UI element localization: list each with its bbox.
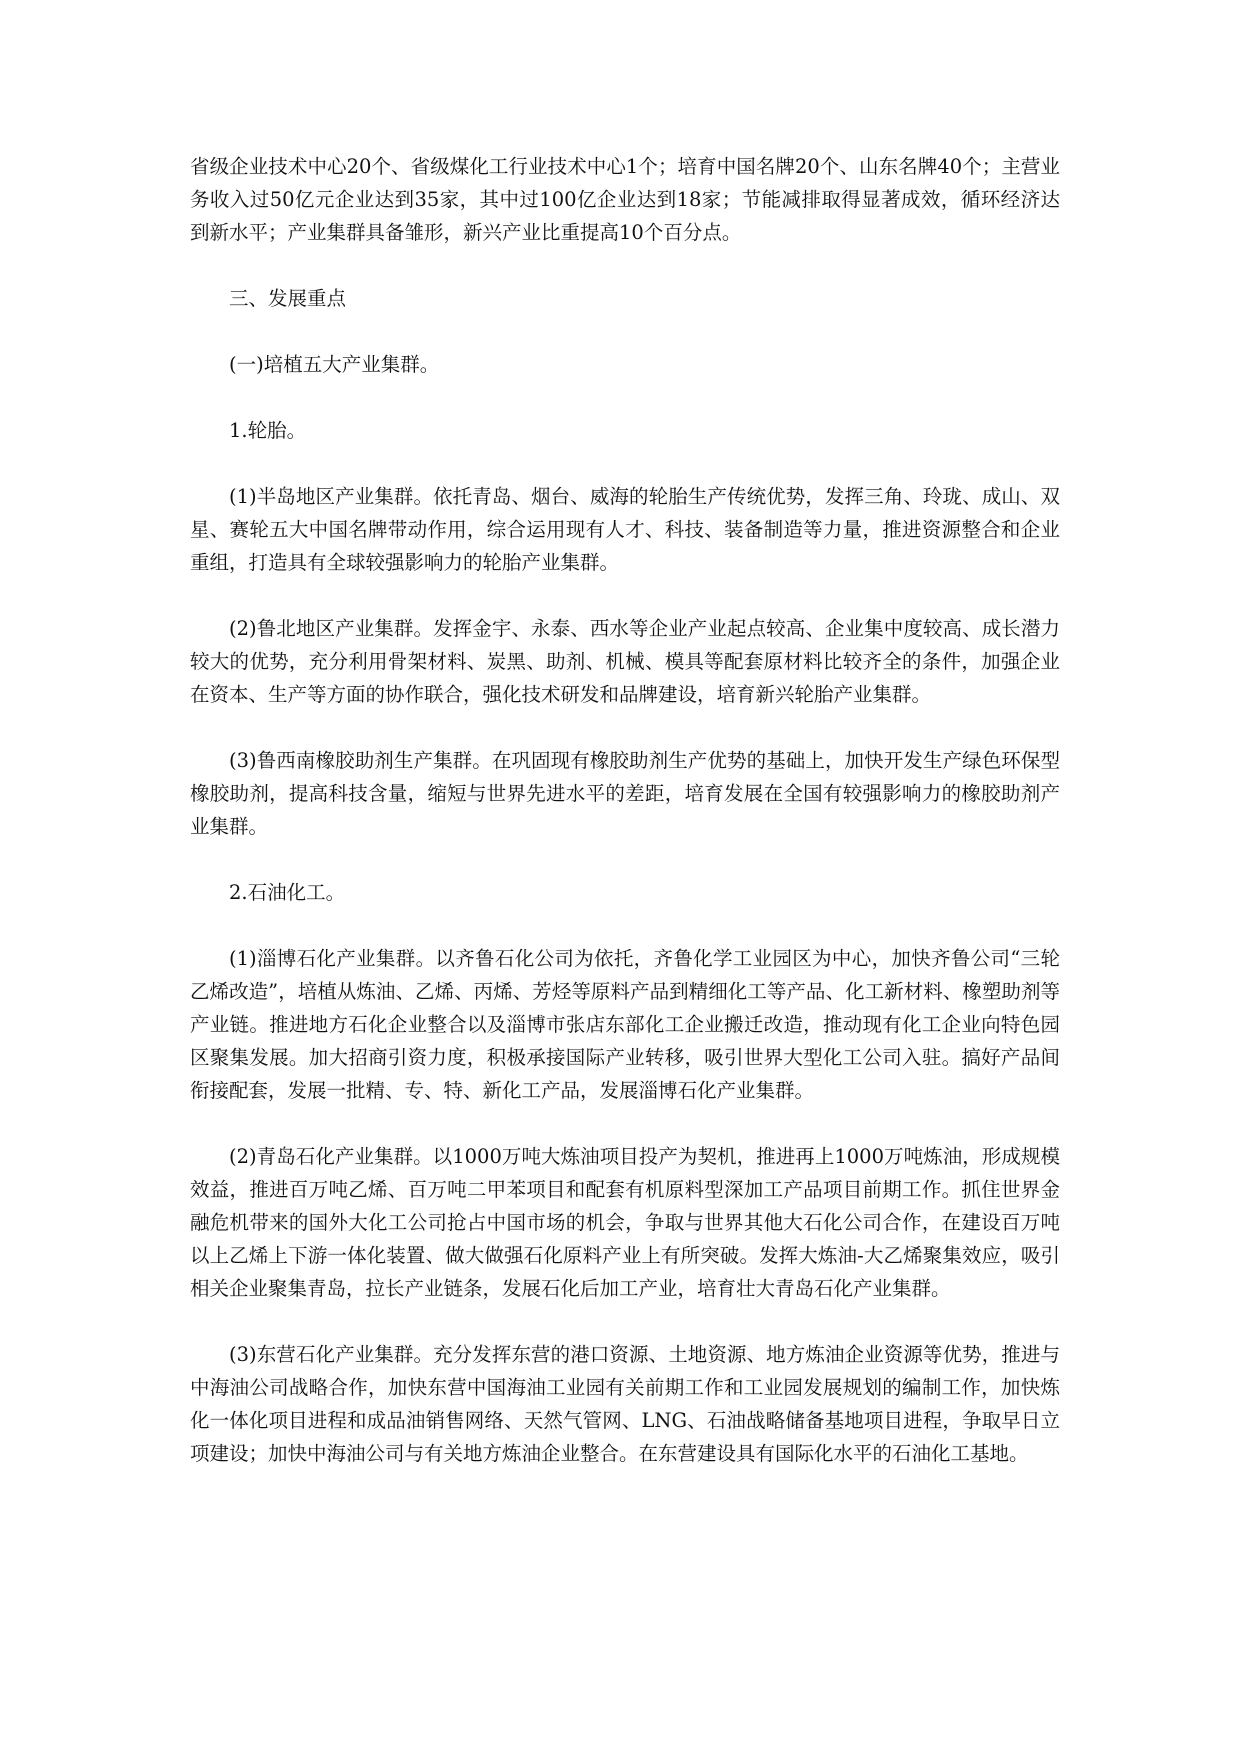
paragraph-gap xyxy=(190,579,1060,612)
document-page xyxy=(190,150,1060,1470)
paragraph-intro: 省级企业技术中心20个、省级煤化工行业技术中心1个；培育中国名牌20个、山东名牌40个；主营业务收入过50亿元企业达到35家，其中过100亿企业达到18家；节能减排取得显著成效，循环经济达到新水平；产业集群具备雏形，新兴产业比重提高10个百分点。 xyxy=(190,155,1060,244)
paragraph-luxinan-cluster: (3)鲁西南橡胶助剂生产集群。在巩固现有橡胶助剂生产优势的基础上，加快开发生产绿色环保型橡胶助剂，提高科技含量，缩短与世界先进水平的差距，培育发展在全国有较强影响力的橡胶助剂产业集群。 xyxy=(190,749,1060,838)
paragraph-gap xyxy=(190,843,1060,876)
topic-heading-petrochemical: 2.石油化工。 xyxy=(229,881,346,904)
paragraph-dongying-cluster: (3)东营石化产业集群。充分发挥东营的港口资源、土地资源、地方炼油企业资源等优势，推进与中海油公司战略合作，加快东营中国海油工业园有关前期工作和工业园发展规划的编制工作，加快炼化一体化项目进程和成品油销售网络、天然气管网、LNG、石油战略储备基地项目进程，争取早日立项建设；加快中海油公司与有关地方炼油企业整合。在东营建设具有国际化水平的石油化工基地。 xyxy=(190,1343,1060,1465)
paragraph-zibo-cluster: (1)淄博石化产业集群。以齐鲁石化公司为依托，齐鲁化学工业园区为中心，加快齐鲁公司“三轮乙烯改造”，培植从炼油、乙烯、丙烯、芳烃等原料产品到精细化工等产品、化工新材料、橡塑助剂等产业链。推进地方石化企业整合以及淄博市张店东部化工企业搬迁改造，推动现有化工企业向特色园区聚集发展。加大招商引资力度，积极承接国际产业转移，吸引世界大型化工公司入驻。搞好产品间衔接配套，发展一批精、专、特、新化工产品，发展淄博石化产业集群。 xyxy=(190,947,1060,1102)
paragraph-peninsula-cluster: (1)半岛地区产业集群。依托青岛、烟台、威海的轮胎生产传统优势，发挥三角、玲珑、成山、双星、赛轮五大中国名牌带动作用，综合运用现有人才、科技、装备制造等力量，推进资源整合和企业重组，打造具有全球较强影响力的轮胎产业集群。 xyxy=(190,485,1060,574)
paragraph-gap xyxy=(190,711,1060,744)
paragraph-gap xyxy=(190,1305,1060,1338)
subsection-heading: (一)培植五大产业集群。 xyxy=(229,353,440,376)
topic-heading-tires: 1.轮胎。 xyxy=(229,419,307,442)
paragraph-gap xyxy=(190,315,1060,348)
section-heading: 三、发展重点 xyxy=(229,287,347,310)
paragraph-gap xyxy=(190,249,1060,282)
paragraph-gap xyxy=(190,447,1060,480)
paragraph-lubei-cluster: (2)鲁北地区产业集群。发挥金宇、永泰、西水等企业产业起点较高、企业集中度较高、成长潜力较大的优势，充分利用骨架材料、炭黑、助剂、机械、模具等配套原材料比较齐全的条件，加强企业在资本、生产等方面的协作联合，强化技术研发和品牌建设，培育新兴轮胎产业集群。 xyxy=(190,617,1060,706)
paragraph-gap xyxy=(190,909,1060,942)
paragraph-gap xyxy=(190,381,1060,414)
paragraph-gap xyxy=(190,1107,1060,1140)
paragraph-qingdao-cluster: (2)青岛石化产业集群。以1000万吨大炼油项目投产为契机，推进再上1000万吨炼油，形成规模效益，推进百万吨乙烯、百万吨二甲苯项目和配套有机原料型深加工产品项目前期工作。抓住世界金融危机带来的国外大化工公司抢占中国市场的机会，争取与世界其他大石化公司合作，在建设百万吨以上乙烯上下游一体化装置、做大做强石化原料产业上有所突破。发挥大炼油-大乙烯聚集效应，吸引相关企业聚集青岛，拉长产业链条，发展石化后加工产业，培育壮大青岛石化产业集群。 xyxy=(190,1145,1060,1300)
